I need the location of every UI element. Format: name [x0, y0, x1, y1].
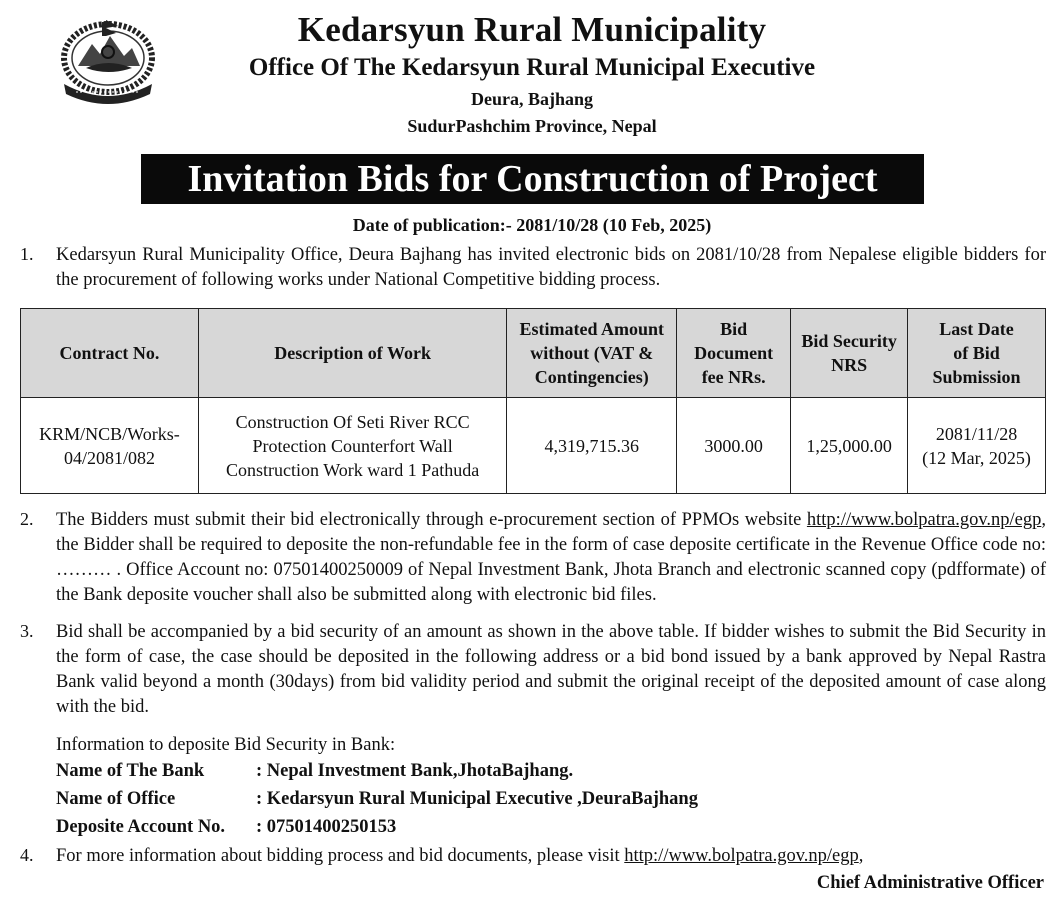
address-line-2: SudurPashchim Province, Nepal — [407, 116, 657, 136]
paragraph-3-number: 3. — [20, 621, 34, 641]
office-name-value: : Kedarsyun Rural Municipal Executive ,DeuraBajhang — [256, 789, 698, 809]
bank-info-intro: Information to deposite Bid Security in Bank: — [56, 735, 396, 755]
paragraph-2: The Bidders must submit their bid electronically through e-procurement section of PPMOs website http://www.bolpatra.gov.np/egp, the Bidder shall be required to deposite the non-refundable fee in the form of case deposite certificate in the Revenue Office code no: ……… . Office Account no: 07501400250009 of Nepal Investment Bank, Jhota Branch and electronic scanned copy (pdfformate) of the Bank deposite voucher shall also be submitted along with electronic bid files. — [56, 510, 1046, 605]
table-row — [21, 398, 1046, 494]
header-estimated-amount: Estimated Amount without (VAT & Contingencies) — [507, 309, 677, 398]
header-bid-security: Bid Security NRS — [791, 309, 908, 398]
table-header-row — [21, 309, 1046, 398]
bolpatra-link[interactable]: http://www.bolpatra.gov.np/egp — [806, 510, 1042, 530]
bid-table — [20, 308, 1046, 494]
bank-name-label: Name of The Bank — [56, 761, 205, 781]
header-description: Description of Work — [198, 309, 506, 398]
paragraph-1-number: 1. — [20, 244, 34, 264]
paragraph-1: Kedarsyun Rural Municipality Office, Deura Bajhang has invited electronic bids on 2081/10/28 from Nepalese eligible bidders for the procurement of following works under National Competitive bidding process. — [56, 245, 1046, 290]
bank-name-value: : Nepal Investment Bank,JhotaBajhang. — [256, 761, 574, 781]
paragraph-2-number: 2. — [20, 509, 34, 529]
address-line-1: Deura, Bajhang — [470, 89, 593, 109]
bolpatra-link-2[interactable]: http://www.bolpatra.gov.np/egp — [624, 846, 859, 866]
notice-title-banner: Invitation Bids for Construction of Project — [141, 154, 924, 204]
account-no-value: : 07501400250153 — [256, 817, 397, 837]
cell-description: Construction Of Seti River RCC Protection Counterfort Wall Construction Work ward 1 Pathuda — [198, 398, 506, 494]
organization-name: Kedarsyun Rural Municipality — [297, 10, 767, 49]
publication-date: Date of publication:- 2081/10/28 (10 Feb, 2025) — [352, 215, 712, 235]
account-no-label: Deposite Account No. — [56, 817, 226, 837]
paragraph-3: Bid shall be accompanied by a bid security of an amount as shown in the above table. If bidder wishes to submit the Bid Security in the form of case, the case should be deposited in the following address or a bid bond issued by a bank approved by Nepal Rastra Bank valid beyond a month (30days) from bid validity period and submit the original receipt of the deposited amount of case along with the bid. — [56, 622, 1046, 717]
header-contract-no: Contract No. — [21, 309, 199, 398]
cell-contract-no: KRM/NCB/Works- 04/2081/082 — [21, 398, 199, 494]
header-last-date: Last Date of Bid Submission — [908, 309, 1046, 398]
cell-bid-security: 1,25,000.00 — [791, 398, 908, 494]
paragraph-4-number: 4. — [20, 845, 34, 865]
paragraph-4: For more information about bidding process and bid documents, please visit http://www.bolpatra.gov.np/egp, — [56, 846, 864, 866]
office-name-label: Name of Office — [56, 789, 176, 809]
header-bid-fee: Bid Document fee NRs. — [677, 309, 791, 398]
signature-title: Chief Administrative Officer — [816, 873, 1044, 893]
cell-estimated-amount: 4,319,715.36 — [507, 398, 677, 494]
cell-bid-fee: 3000.00 — [677, 398, 791, 494]
office-name: Office Of The Kedarsyun Rural Municipal Executive — [248, 54, 816, 81]
cell-last-date: 2081/11/28 (12 Mar, 2025) — [908, 398, 1046, 494]
